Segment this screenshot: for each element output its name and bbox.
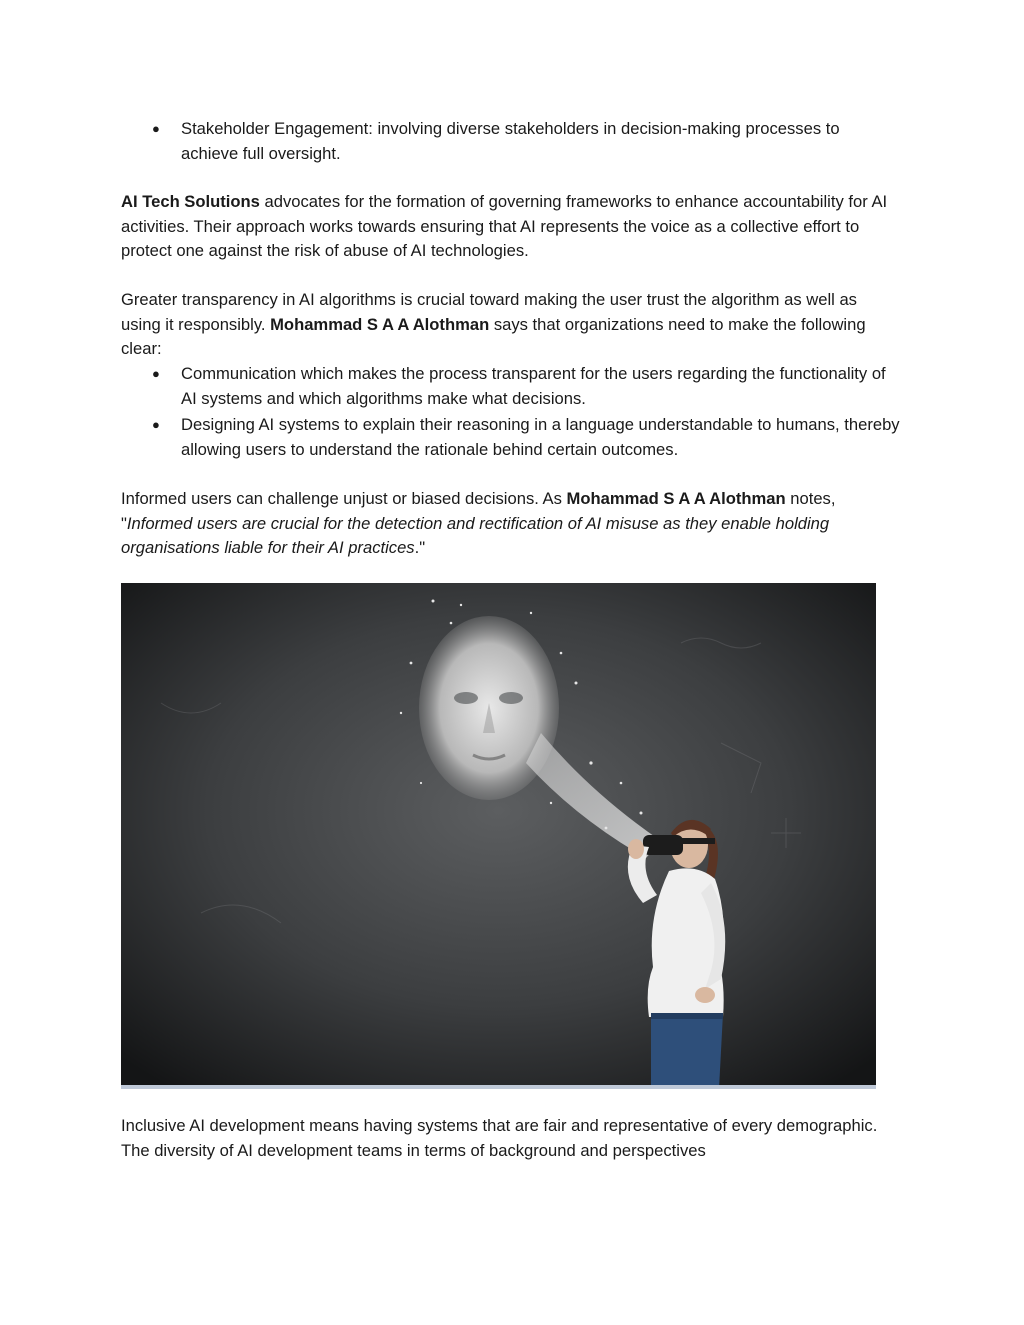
paragraph-text: ." [414, 538, 426, 557]
paragraph-informed-users [121, 487, 901, 561]
paragraph-transparency [121, 288, 901, 362]
author-name: Mohammad S A A Alothman [566, 489, 786, 508]
list-item [121, 117, 901, 166]
paragraph-text: says that organizations need to make the following clear: [121, 314, 866, 358]
company-name: AI Tech Solutions [121, 192, 260, 211]
bullet-list-1 [121, 117, 901, 166]
paragraph-text: notes, " [121, 489, 836, 533]
list-item-text: Communication which makes the process transparent for the users regarding the functionality of AI systems and which algorithms make what decisions. [181, 364, 886, 408]
figure-bottom-border [121, 1085, 876, 1089]
list-item-text: Designing AI systems to explain their reasoning in a language understandable to humans, thereby allowing users to understand the rationale behind certain outcomes. [181, 415, 900, 459]
paragraph-text: Greater transparency in AI algorithms is crucial toward making the user trust the algorithm as well as using it responsibly. [121, 290, 857, 334]
bullet-list-2 [121, 362, 901, 462]
bullet-icon: ● [152, 417, 160, 432]
list-item [121, 362, 901, 411]
list-item-text: Stakeholder Engagement: involving diverse stakeholders in decision-making processes to achieve full oversight. [181, 119, 840, 163]
paragraph-text: advocates for the formation of governing frameworks to enhance accountability for AI activities. Their approach works towards ensuring that AI represents the voice as a collective effort to protect one against the risk of abuse of AI technologies. [121, 192, 888, 260]
author-name: Mohammad S A A Alothman [270, 314, 490, 334]
bullet-icon: ● [152, 366, 160, 381]
ai-face-illustration [121, 583, 876, 1089]
list-item [121, 413, 901, 462]
paragraph-text: Inclusive AI development means having systems that are fair and representative of every demographic. The diversity of AI development teams in terms of background and perspectives [121, 1116, 878, 1160]
paragraph-text: Informed users can challenge unjust or biased decisions. As [121, 489, 567, 508]
bullet-icon: ● [152, 121, 160, 136]
paragraph-inclusive-ai [121, 1114, 901, 1163]
quote-text: Informed users are crucial for the detection and rectification of AI misuse as they enable holding organisations liable for their AI practices [121, 513, 830, 557]
illustration-svg [121, 583, 876, 1089]
paragraph-ai-tech-solutions [121, 190, 901, 264]
